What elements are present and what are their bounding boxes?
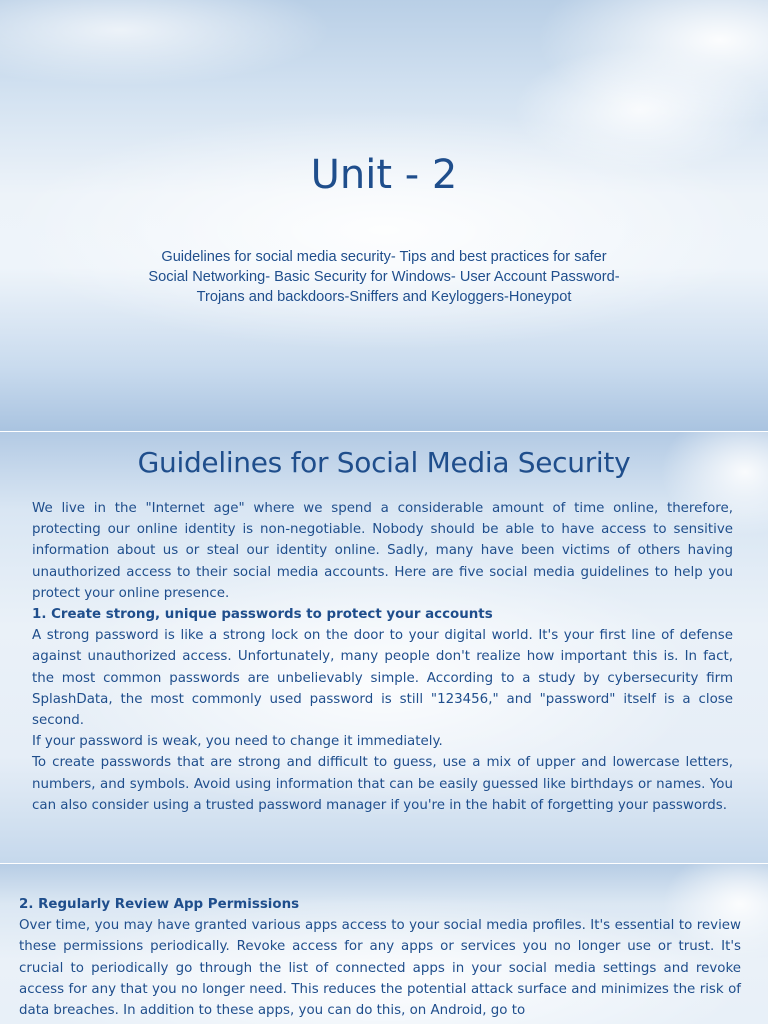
point-2-paragraph: Over time, you may have granted various apps access to your social media profiles. It's essential to review these permissions periodically. Revoke access for any apps or services you no longer use or trust. It's crucial to periodically go through the list of connected apps in your social media settings and revoke access for any that you no longer need. This reduces the potential attack surface and minimizes the risk of data breaches. In addition to these apps, you can do this, on Android, go to: [19, 918, 741, 1019]
slide-body: [32, 498, 733, 816]
intro-paragraph: We live in the "Internet age" where we spend a considerable amount of time online, therefore, protecting our online identity is non-negotiable. Nobody should be able to have access to sensitive information about us or steal our identity online. Sadly, many have been victims of others having unauthorized access to their social media accounts. Here are five social media guidelines to help you protect your online presence.: [32, 501, 733, 601]
slide-social-media-guidelines: [0, 432, 768, 864]
unit-subtitle-line: Social Networking- Basic Security for Windows- User Account Password-: [148, 269, 620, 285]
point-1-paragraph: If your password is weak, you need to change it immediately.: [32, 734, 443, 750]
unit-subtitle-line: Guidelines for social media security- Tips and best practices for safer: [161, 249, 607, 265]
unit-subtitle-line: Trojans and backdoors-Sniffers and Keyloggers-Honeypot: [196, 289, 572, 305]
slide-body: [19, 894, 741, 1021]
point-2-heading: 2. Regularly Review App Permissions: [19, 897, 300, 912]
slide-heading: Guidelines for Social Media Security: [137, 446, 631, 479]
point-1-paragraph: A strong password is like a strong lock on the door to your digital world. It's your first line of defense against unauthorized access. Unfortunately, many people don't realize how important this is. In fact, the most common passwords are unbelievably simple. According to a study by cybersecurity firm SplashData, the most commonly used password is still "123456," and "password" itself is a close second.: [32, 628, 733, 729]
slide-unit-title: [0, 0, 768, 432]
point-1-heading: 1. Create strong, unique passwords to protect your accounts: [32, 607, 493, 623]
unit-subtitle: [84, 247, 684, 307]
slide-app-permissions: [0, 864, 768, 1024]
point-1-paragraph: To create passwords that are strong and difficult to guess, use a mix of upper and lowercase letters, numbers, and symbols. Avoid using information that can be easily guessed like birthdays or names. You can also consider using a trusted password manager if you're in the habit of forgetting your passwords.: [32, 755, 733, 813]
unit-title: Unit - 2: [310, 152, 458, 198]
